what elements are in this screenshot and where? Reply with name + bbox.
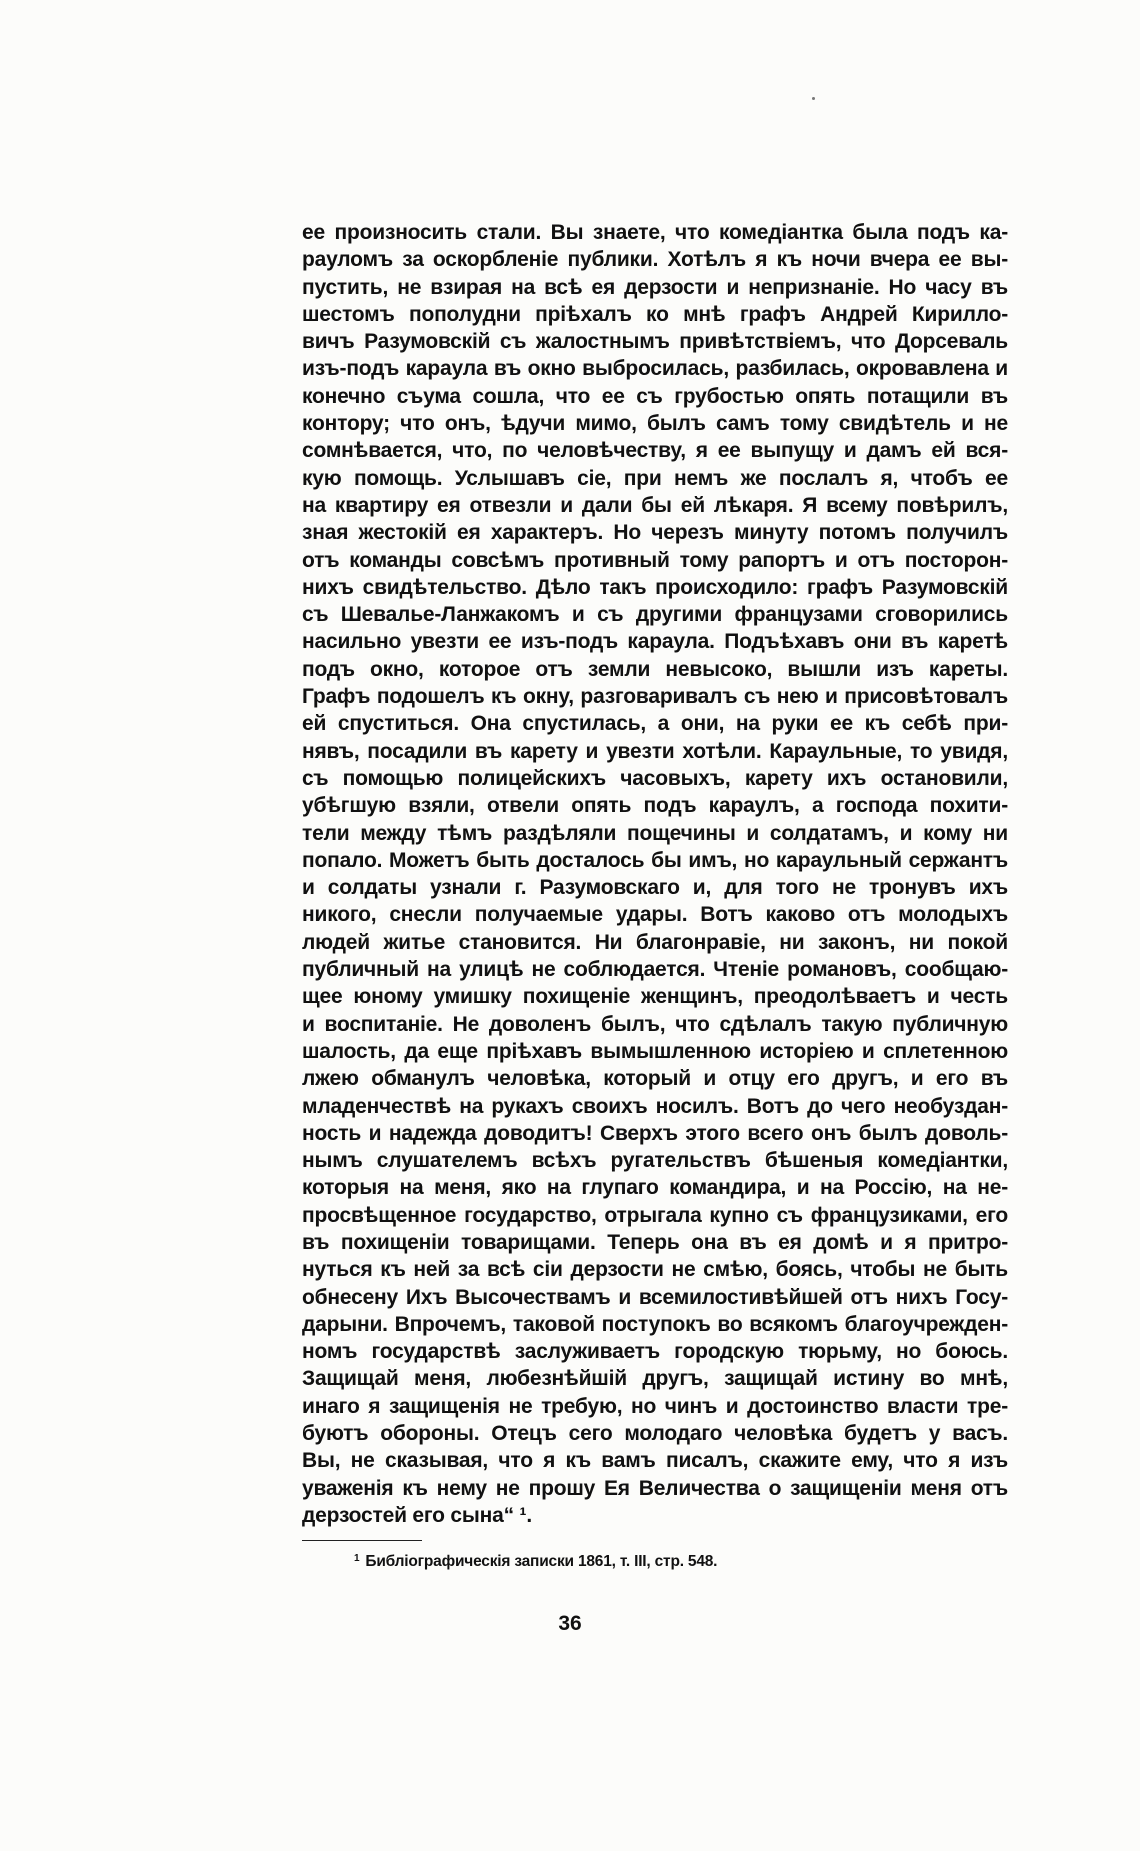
text-line: публичный на улицѣ не соблюдается. Чтеніе романовъ, сообщаю- bbox=[302, 958, 1008, 982]
text-line: номъ государствѣ заслуживаетъ городскую тюрьму, но боюсь. bbox=[302, 1340, 1008, 1364]
text-line: изъ-подъ караула въ окно выбросилась, разбилась, окровавлена и bbox=[302, 357, 1008, 381]
text-line: и воспитаніе. Не доволенъ былъ, что сдѣлалъ такую публичную bbox=[302, 1012, 1008, 1036]
text-line: контору; что онъ, ѣдучи мимо, былъ самъ тому свидѣтель и не bbox=[302, 412, 1008, 436]
text-line: сомнѣвается, что, по человѣчеству, я ее выпущу и дамъ ей вся- bbox=[302, 439, 1008, 463]
text-line: на квартиру ея отвезли и дали бы ей лѣкаря. Я всему повѣрилъ, bbox=[302, 493, 1008, 517]
text-line: ность и надежда доводитъ! Сверхъ этого всего онъ былъ доволь- bbox=[302, 1121, 1008, 1145]
footnote-separator bbox=[302, 1540, 422, 1541]
footnote-text: Библіографическія записки 1861, т. III, стр. 548. bbox=[365, 1553, 718, 1570]
text-line: никого, снесли получаемые удары. Вотъ каково отъ молодыхъ bbox=[302, 903, 1008, 927]
text-line: кую помощь. Услышавъ сіе, при немъ же послалъ я, чтобъ ее bbox=[302, 466, 1008, 490]
text-line: тели между тѣмъ раздѣляли пощечины и солдатамъ, и кому ни bbox=[302, 821, 1008, 845]
text-line: вичъ Разумовскій съ жалостнымъ привѣтствіемъ, что Дорсеваль bbox=[302, 330, 1008, 354]
scan-speck bbox=[812, 97, 815, 100]
text-line: буютъ обороны. Отецъ сего молодаго человѣка будетъ у васъ. bbox=[302, 1422, 1008, 1446]
text-line: отъ команды совсѣмъ противный тому рапортъ и отъ посторон- bbox=[302, 548, 1008, 572]
text-line: шалость, да еще пріѣхавъ вымышленною исторіею и сплетенною bbox=[302, 1039, 1008, 1063]
text-line: дарыни. Впрочемъ, таковой поступокъ во всякомъ благоучрежден- bbox=[302, 1312, 1008, 1336]
page-number: 36 bbox=[558, 1612, 582, 1635]
text-line: ей спуститься. Она спустилась, а они, на руки ее къ себѣ при- bbox=[302, 712, 1008, 736]
text-line: конечно съума сошла, что ее съ грубостью опять потащили въ bbox=[302, 384, 1008, 408]
text-line: нявъ, посадили въ карету и увезти хотѣли. Караульные, то увидя, bbox=[302, 739, 1008, 763]
text-line: въ похищеніи товарищами. Теперь она въ ея домѣ и я притро- bbox=[302, 1230, 1008, 1254]
text-line: которыя на меня, яко на глупаго командира, и на Россію, на не- bbox=[302, 1176, 1008, 1200]
text-line: людей житье становится. Ни благонравіе, ни законъ, ни покой bbox=[302, 930, 1008, 954]
text-line: шестомъ пополудни пріѣхалъ ко мнѣ графъ Андрей Кирилло- bbox=[302, 302, 1008, 326]
text-line: и солдаты узнали г. Разумовскаго и, для того не тронувъ ихъ bbox=[302, 876, 1008, 900]
text-line: младенчествѣ на рукахъ своихъ носилъ. Вотъ до чего необуздан- bbox=[302, 1094, 1008, 1118]
text-line: уваженія къ нему не прошу Ея Величества о защищеніи меня отъ bbox=[302, 1476, 1008, 1500]
text-line: зная жестокій ея характеръ. Но черезъ минуту потомъ получилъ bbox=[302, 521, 1008, 545]
text-line: рауломъ за оскорбленіе публики. Хотѣлъ я къ ночи вчера ее вы- bbox=[302, 248, 1008, 272]
text-line: Вы, не сказывая, что я къ вамъ писалъ, скажите ему, что я изъ bbox=[302, 1449, 1008, 1473]
footnote-marker: 1 bbox=[354, 1553, 360, 1564]
text-line: просвѣщенное государство, отрыгала купно съ французиками, его bbox=[302, 1203, 1008, 1227]
text-line: нымъ слушателемъ всѣхъ ругательствъ бѣшеныя комедіантки, bbox=[302, 1149, 1008, 1173]
text-line: насильно увезти ее изъ-подъ караула. Подъѣхавъ они въ каретѣ bbox=[302, 630, 1008, 654]
text-line: попало. Можетъ быть досталось бы имъ, но караульный сержантъ bbox=[302, 848, 1008, 872]
text-line: подъ окно, которое отъ земли невысоко, вышли изъ кареты. bbox=[302, 657, 1008, 681]
text-line: обнесену Ихъ Высочествамъ и всемилостивѣйшей отъ нихъ Госу- bbox=[302, 1285, 1008, 1309]
text-line: Защищай меня, любезнѣйшій другъ, защищай истину во мнѣ, bbox=[302, 1367, 1008, 1391]
text-line: съ Шевалье-Ланжакомъ и съ другими французами сговорились bbox=[302, 603, 1008, 627]
text-line: пустить, не взирая на всѣ ея дерзости и непризнаніе. Но часу въ bbox=[302, 275, 1008, 299]
text-line: Графъ подошелъ къ окну, разговаривалъ съ нею и присовѣтовалъ bbox=[302, 685, 1008, 709]
text-line: нихъ свидѣтельство. Дѣло такъ происходило: графъ Разумовскій bbox=[302, 575, 1008, 599]
text-line: нуться къ ней за всѣ сіи дерзости не смѣю, боясь, чтобы не быть bbox=[302, 1258, 1008, 1282]
text-line: ее произносить стали. Вы знаете, что комедіантка была подъ ка- bbox=[302, 221, 1008, 244]
text-line: щее юному умишку похищеніе женщинъ, преодолѣваетъ и честь bbox=[302, 985, 1008, 1009]
text-line: дерзостей его сына“ ¹. bbox=[302, 1503, 532, 1527]
text-line: инаго я защищенія не требую, но чинъ и достоинство власти тре- bbox=[302, 1394, 1008, 1418]
footnote bbox=[354, 1553, 717, 1571]
main-text-block bbox=[302, 219, 1008, 1529]
text-line: лжею обманулъ человѣка, который и отцу его другъ, и его въ bbox=[302, 1067, 1008, 1091]
text-line: съ помощью полицейскихъ часовыхъ, карету ихъ остановили, bbox=[302, 766, 1008, 790]
text-line: убѣгшую взяли, отвели опять подъ караулъ, а господа похити- bbox=[302, 794, 1008, 818]
